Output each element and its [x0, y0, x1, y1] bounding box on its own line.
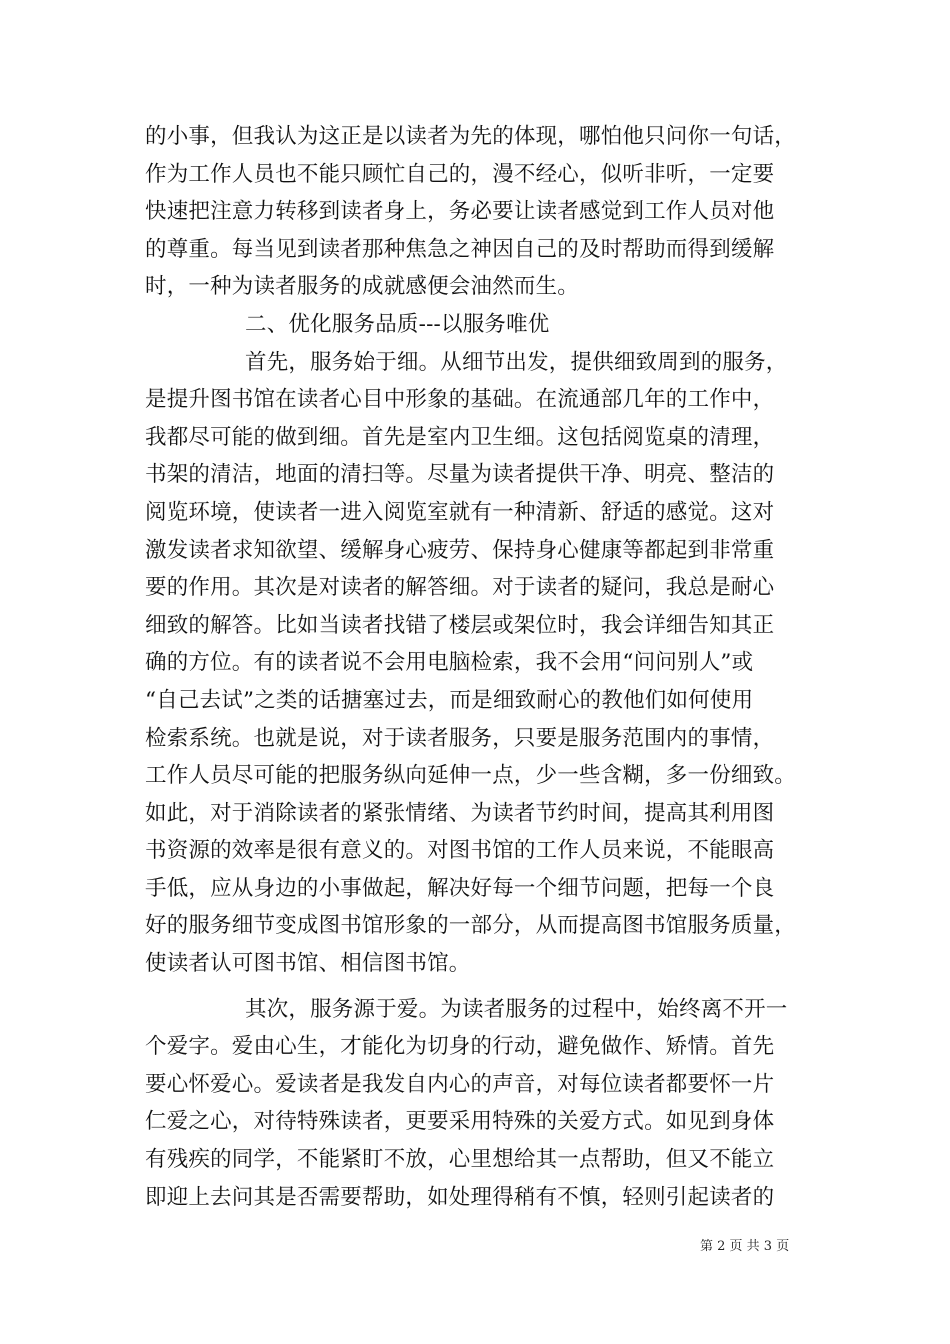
text-line: 如此，对于消除读者的紧张情绪、为读者节约时间，提高其利用图	[145, 800, 775, 826]
page-number: 第 2 页 共 3 页	[700, 1239, 790, 1254]
text-line: 书架的清洁，地面的清扫等。尽量为读者提供干净、明亮、整洁的	[145, 462, 775, 488]
text-line: 仁爱之心，对待特殊读者，更要采用特殊的关爱方式。如见到身体	[145, 1109, 775, 1135]
text-line: 的小事，但我认为这正是以读者为先的体现，哪怕他只问你一句话，	[145, 124, 797, 149]
text-line: 快速把注意力转移到读者身上，务必要让读者感觉到工作人员对他	[145, 199, 775, 225]
text-line: 其次，服务源于爱。为读者服务的过程中，始终离不开一	[245, 996, 788, 1022]
text-line: 手低，应从身边的小事做起，解决好每一个细节问题，把每一个良	[145, 875, 775, 901]
text-line: 时，一种为读者服务的成就感便会油然而生。	[145, 274, 580, 300]
paragraph-1	[145, 118, 815, 306]
text-line: 的尊重。每当见到读者那种焦急之神因自己的及时帮助而得到缓解	[145, 236, 775, 262]
paragraph-2	[145, 344, 815, 983]
text-line: 个爱字。爱由心生，才能化为切身的行动，避免做作、矫情。首先	[145, 1034, 775, 1060]
text-line: 使读者认可图书馆、相信图书馆。	[145, 951, 471, 977]
text-line: “自己去试”之类的话搪塞过去，而是细致耐心的教他们如何使用	[145, 687, 754, 713]
text-line: 是提升图书馆在读者心目中形象的基础。在流通部几年的工作中，	[145, 387, 775, 413]
text-line: 好的服务细节变成图书馆形象的一部分，从而提高图书馆服务质量，	[145, 913, 797, 939]
text-line: 首先，服务始于细。从细节出发，提供细致周到的服务，	[245, 349, 788, 375]
paragraph-gap	[145, 983, 815, 991]
text-line: 即迎上去问其是否需要帮助，如处理得稍有不慎，轻则引起读者的	[145, 1184, 775, 1210]
text-line: 有残疾的同学，不能紧盯不放，心里想给其一点帮助，但又不能立	[145, 1147, 775, 1173]
text-line: 要的作用。其次是对读者的解答细。对于读者的疑问，我总是耐心	[145, 575, 775, 601]
text-line: 阅览环境，使读者一进入阅览室就有一种清新、舒适的感觉。这对	[145, 499, 775, 525]
text-line: 工作人员尽可能的把服务纵向延伸一点，少一些含糊，多一份细致。	[145, 763, 797, 789]
text-line: 确的方位。有的读者说不会用电脑检索，我不会用“问问别人”或	[145, 650, 754, 676]
text-line: 激发读者求知欲望、缓解身心疲劳、保持身心健康等都起到非常重	[145, 537, 775, 563]
text-line: 检索系统。也就是说，对于读者服务，只要是服务范围内的事情，	[145, 725, 775, 751]
section-heading: 二、优化服务品质---以服务唯优	[245, 311, 550, 337]
text-line: 书资源的效率是很有意义的。对图书馆的工作人员来说，不能眼高	[145, 838, 775, 864]
paragraph-3	[145, 991, 815, 1217]
text-line: 我都尽可能的做到细。首先是室内卫生细。这包括阅览桌的清理，	[145, 424, 775, 450]
text-line: 作为工作人员也不能只顾忙自己的，漫不经心，似听非听，一定要	[145, 161, 775, 187]
text-line: 细致的解答。比如当读者找错了楼层或架位时，我会详细告知其正	[145, 612, 775, 638]
text-line: 要心怀爱心。爱读者是我发自内心的声音，对每位读者都要怀一片	[145, 1071, 775, 1097]
document-body	[145, 118, 815, 1216]
